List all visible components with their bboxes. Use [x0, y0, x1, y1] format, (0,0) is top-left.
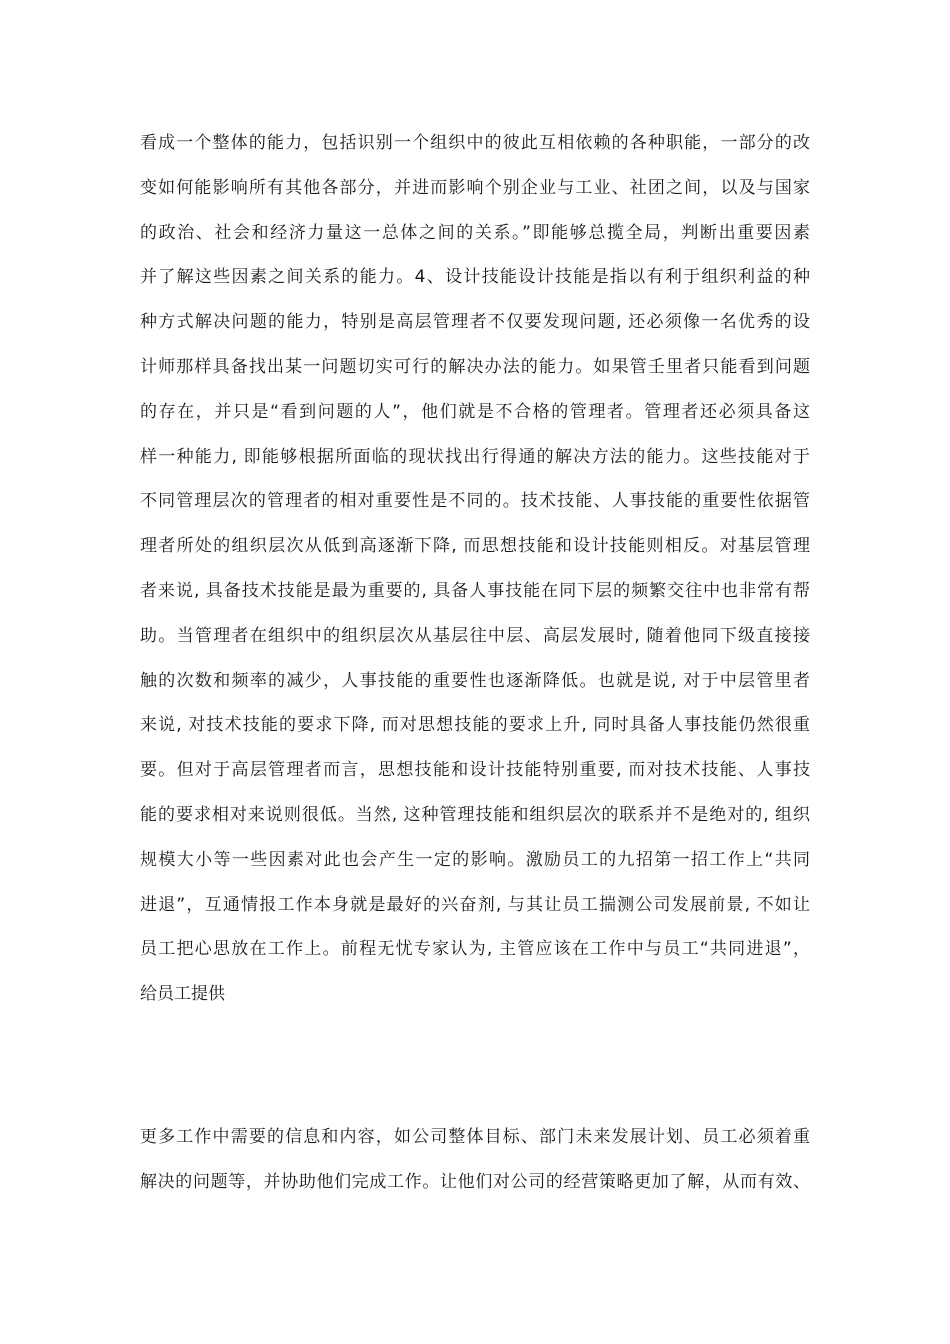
text-line: 种方式解决问题的能力，特别是高层管理者不仅要发现问题, 还必须像一名优秀的设	[140, 312, 810, 333]
text-line: 触的次数和频率的减少，人事技能的重要性也逐渐降低。也就是说, 对于中层管里者	[140, 670, 810, 691]
text-line: 解决的问题等，并协助他们完成工作。让他们对公司的经营策略更加了解，从而有效、	[140, 1171, 810, 1192]
text-line: 进退”，互通情报工作本身就是最好的兴奋剂, 与其让员工揣测公司发展前景, 不如让	[140, 894, 810, 915]
text-line: 变如何能影响所有其他各部分，并进而影响个别企业与工业、社团之间，以及与国家	[140, 177, 810, 198]
text-line: 要。但对于高层管理者而言，思想技能和设计技能特别重要, 而对技术技能、人事技	[140, 760, 810, 781]
text-line: 理者所处的组织层次从低到高逐渐下降, 而思想技能和设计技能则相反。对基层管理	[140, 536, 810, 557]
text-line: 看成一个整体的能力，包括识别一个组织中的彼此互相依赖的各种职能，一部分的改	[140, 133, 810, 153]
text-line: 并了解这些因素之间关系的能力。4、设计技能设计技能是指以有利于组织利益的种	[140, 267, 810, 288]
text-line: 的政治、社会和经济力量这一总体之间的关系。”即能够总揽全局，判断出重要因素	[140, 222, 810, 243]
text-line: 能的要求相对来说则很低。当然, 这种管理技能和组织层次的联系并不是绝对的, 组织	[140, 804, 810, 825]
text-line: 规模大小等一些因素对此也会产生一定的影响。激励员工的九招第一招工作上“共同	[140, 849, 810, 870]
text-line: 员工把心思放在工作上。前程无忧专家认为, 主管应该在工作中与员工“共同进退”，	[140, 939, 810, 960]
text-line: 者来说, 具备技术技能是最为重要的, 具备人事技能在同下层的频繁交往中也非常有帮	[140, 580, 810, 601]
text-line: 助。当管理者在组织中的组织层次从基层往中层、高层发展时, 随着他同下级直接接	[140, 625, 810, 646]
text-line: 样一种能力, 即能够根据所面临的现状找出行得通的解决方法的能力。这些技能对于	[140, 446, 810, 467]
text-line: 计师那样具备找出某一问题切实可行的解决办法的能力。如果管壬里者只能看到问题	[140, 356, 810, 377]
text-line: 的存在，并只是“看到问题的人”，他们就是不合格的管理者。管理者还必须具备这	[140, 401, 810, 422]
text-line: 来说, 对技术技能的要求下降, 而对思想技能的要求上升, 同时具备人事技能仍然很重	[140, 715, 810, 736]
text-line: 给员工提供	[140, 984, 225, 1005]
text-line: 不同管理层次的管理者的相对重要性是不同的。技术技能、人事技能的重要性依据管	[140, 491, 810, 512]
text-line: 更多工作中需要的信息和内容，如公司整体目标、部门未来发展计划、员工必须着重	[140, 1127, 810, 1147]
paragraph-block-1	[140, 130, 810, 1026]
paragraph-block-2	[140, 1124, 810, 1214]
